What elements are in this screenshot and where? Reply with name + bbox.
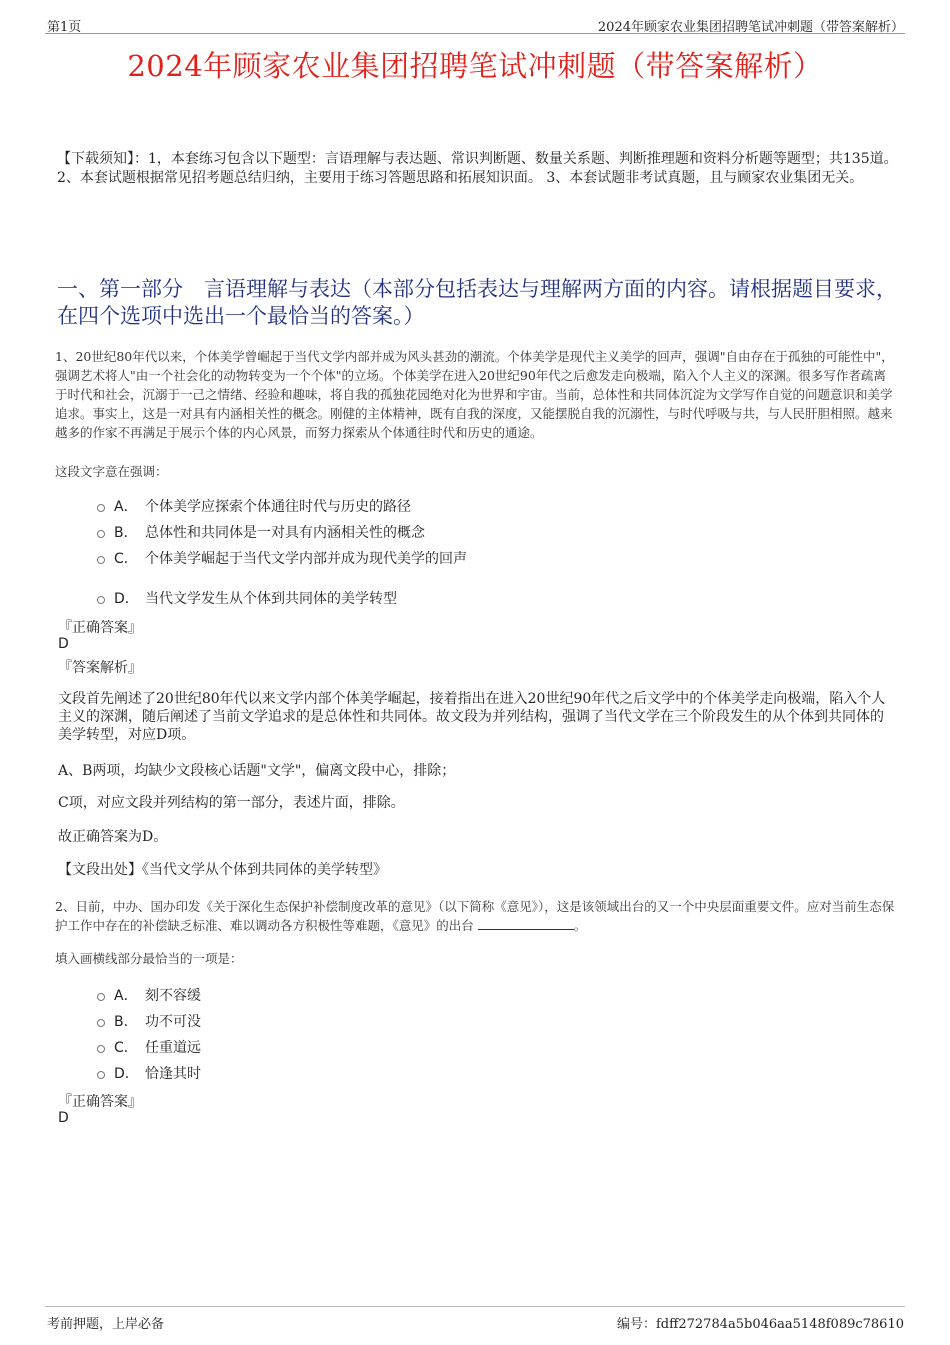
page-title: 2024年顾家农业集团招聘笔试冲刺题（带答案解析）: [127, 49, 823, 83]
fill-blank: [478, 917, 574, 930]
question-1-analysis-label: 『答案解析』: [58, 660, 142, 676]
question-1-source: 【文段出处】《当代文学从个体到共同体的美学转型》: [58, 862, 387, 878]
radio-icon[interactable]: [97, 1071, 105, 1079]
radio-icon[interactable]: [97, 1019, 105, 1027]
footer-doc-id: 编号：fdff272784a5b046aa5148f089c78610: [617, 1317, 904, 1332]
question-2-option-a[interactable]: A． 刻不容缓: [97, 985, 201, 1005]
footer-divider: [45, 1306, 905, 1307]
section-heading: 一、第一部分 言语理解与表达（本部分包括表达与理解两方面的内容。请根据题目要求，在四个选项中选出一个最恰当的答案。）: [57, 277, 897, 328]
question-1-answer-label: 『正确答案』: [58, 620, 142, 636]
radio-icon[interactable]: [97, 993, 105, 1001]
question-2-option-c[interactable]: C． 任重道远: [97, 1037, 201, 1057]
header-divider: [45, 33, 905, 34]
question-1-option-b[interactable]: B． 总体性和共同体是一对具有内涵相关性的概念: [97, 522, 425, 542]
question-1-stem: 1、20世纪80年代以来，个体美学曾崛起于当代文学内部并成为风头甚劲的潮流。个体美学是现代主义美学的回声，强调"自由存在于孤独的可能性中"，强调艺术将人"由一个社会化的动物转变为一个个体"的立场。个体美学在进入20世纪90年代之后愈发走向极端，陷入个人主义的深渊。很多写作者疏离于时代和社会，沉溺于一己之情绪、经验和趣味，将自我的孤独花园绝对化为世界和宇宙。当前，总体性和共同体沉淀为文学写作自觉的问题意识和美学追求。事实上，这是一对具有内涵相关性的概念。刚健的主体精神，既有自我的深度，又能摆脱自我的沉溺性，与时代呼吸与共，与人民肝胆相照。越来越多的作家不再满足于展示个体的内心风景，而努力探索从个体通往时代和历史的通途。: [55, 349, 894, 440]
question-1-prompt: 这段文字意在强调：: [55, 464, 168, 479]
question-2-answer: D: [58, 1110, 69, 1126]
question-1-analysis-para-1: 文段首先阐述了20世纪80年代以来文学内部个体美学崛起，接着指出在进入20世纪90年代之后文学中的个体美学走向极端，陷入个人主义的深渊，随后阐述了当前文学追求的是总体性和共同体。故文段为并列结构，强调了当代文学在三个阶段发生的从个体到共同体的美学转型，对应D项。: [58, 691, 886, 743]
question-2-option-d[interactable]: D． 恰逢其时: [97, 1063, 201, 1083]
header-doc-title: 2024年顾家农业集团招聘笔试冲刺题（带答案解析）: [597, 20, 904, 35]
radio-icon[interactable]: [97, 556, 105, 564]
question-1-analysis-para-3: C项，对应文段并列结构的第一部分，表述片面，排除。: [58, 795, 405, 811]
question-1-analysis-para-2: A、B两项，均缺少文段核心话题"文学"，偏离文段中心，排除；: [58, 763, 456, 779]
radio-icon[interactable]: [97, 596, 105, 604]
question-1-answer: D: [58, 636, 69, 652]
question-1-option-a[interactable]: A． 个体美学应探索个体通往时代与历史的路径: [97, 496, 411, 516]
download-notice: 【下载须知】：1，本套练习包含以下题型：言语理解与表达题、常识判断题、数量关系题、判断推理题和资料分析题等题型；共135道。 2、本套试题根据常见招考题总结归纳，主要用于练习答题思路和拓展知识面。 3、本套试题非考试真题，且与顾家农业集团无关。: [57, 151, 898, 186]
question-1-option-d[interactable]: D． 当代文学发生从个体到共同体的美学转型: [97, 588, 397, 608]
question-2-answer-label: 『正确答案』: [58, 1094, 142, 1110]
question-1-option-c[interactable]: C． 个体美学崛起于当代文学内部并成为现代美学的回声: [97, 548, 467, 568]
page-number: 第1页: [47, 20, 82, 35]
radio-icon[interactable]: [97, 530, 105, 538]
radio-icon[interactable]: [97, 1045, 105, 1053]
radio-icon[interactable]: [97, 504, 105, 512]
question-2-prompt: 填入画横线部分最恰当的一项是：: [55, 951, 243, 966]
footer-slogan: 考前押题，上岸必备: [47, 1317, 165, 1332]
question-2-stem: 2、日前，中办、国办印发《关于深化生态保护补偿制度改革的意见》（以下简称《意见》），这是该领域出台的又一个中央层面重要文件。应对当前生态保护工作中存在的补偿缺乏标准、难以调动各方积极性等难题，《意见》的出台 。: [55, 899, 895, 933]
question-1-analysis-para-4: 故正确答案为D。: [58, 829, 168, 845]
question-2-option-b[interactable]: B． 功不可没: [97, 1011, 201, 1031]
